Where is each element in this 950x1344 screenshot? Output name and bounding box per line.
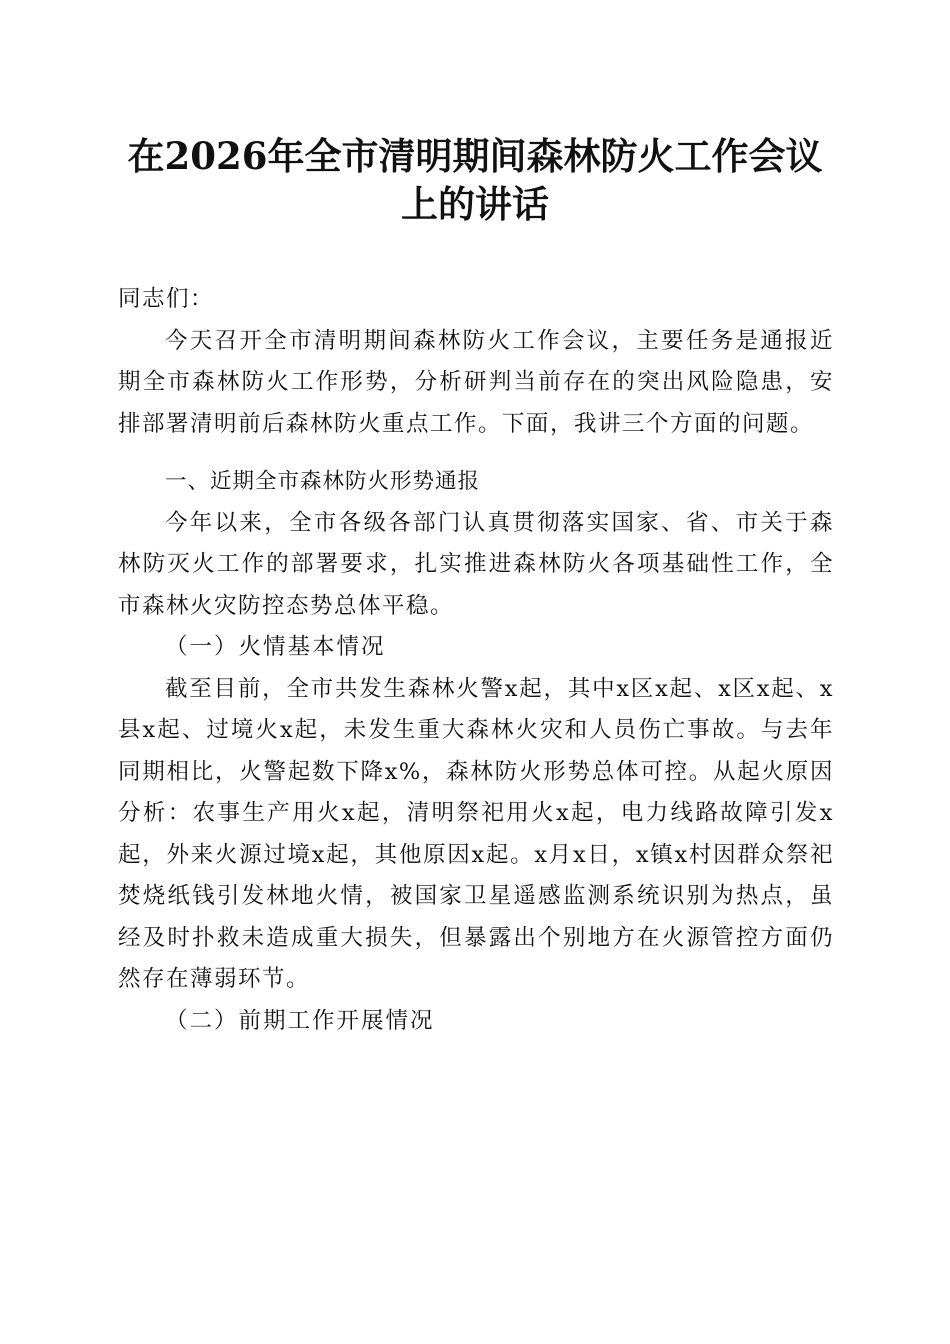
- section-1-intro-paragraph: 今年以来，全市各级各部门认真贯彻落实国家、省、市关于森林防灭火工作的部署要求，扎实推进森林防火各项基础性工作，全市森林火灾防控态势总体平稳。: [118, 509, 834, 619]
- intro-paragraph: 今天召开全市清明期间森林防火工作会议，主要任务是通报近期全市森林防火工作形势，分析研判当前存在的突出风险隐患，安排部署清明前后森林防火重点工作。下面，我讲三个方面的问题。: [118, 327, 834, 437]
- speech-body: [118, 279, 834, 1042]
- subsection-heading-1: （一）火情基本情况: [165, 634, 386, 660]
- document-title: 在2026年全市清明期间森林防火工作会议上的讲话: [127, 134, 823, 226]
- section-heading-1: 一、近期全市森林防火形势通报: [165, 469, 481, 494]
- subsection-heading-2: （二）前期工作开展情况: [165, 1007, 435, 1034]
- fire-situation-paragraph: 截至目前，全市共发生森林火警x起，其中x区x起、x区x起、x县x起、过境火x起，未发生重大森林火灾和人员伤亡事故。与去年同期相比，火警起数下降x%，森林防火形势总体可控。从起火原因分析：农事生产用火x起，清明祭祀用火x起，电力线路故障引发x起，外来火源过境x起，其他原因x起。x月x日，x镇x村因群众祭祀焚烧纸钱引发林地火情，被国家卫星遥感监测系统识别为热点，虽经及时扑救未造成重大损失，但暴露出个别地方在火源管控方面仍然存在薄弱环节。: [118, 675, 834, 992]
- salutation: 同志们：: [118, 286, 215, 312]
